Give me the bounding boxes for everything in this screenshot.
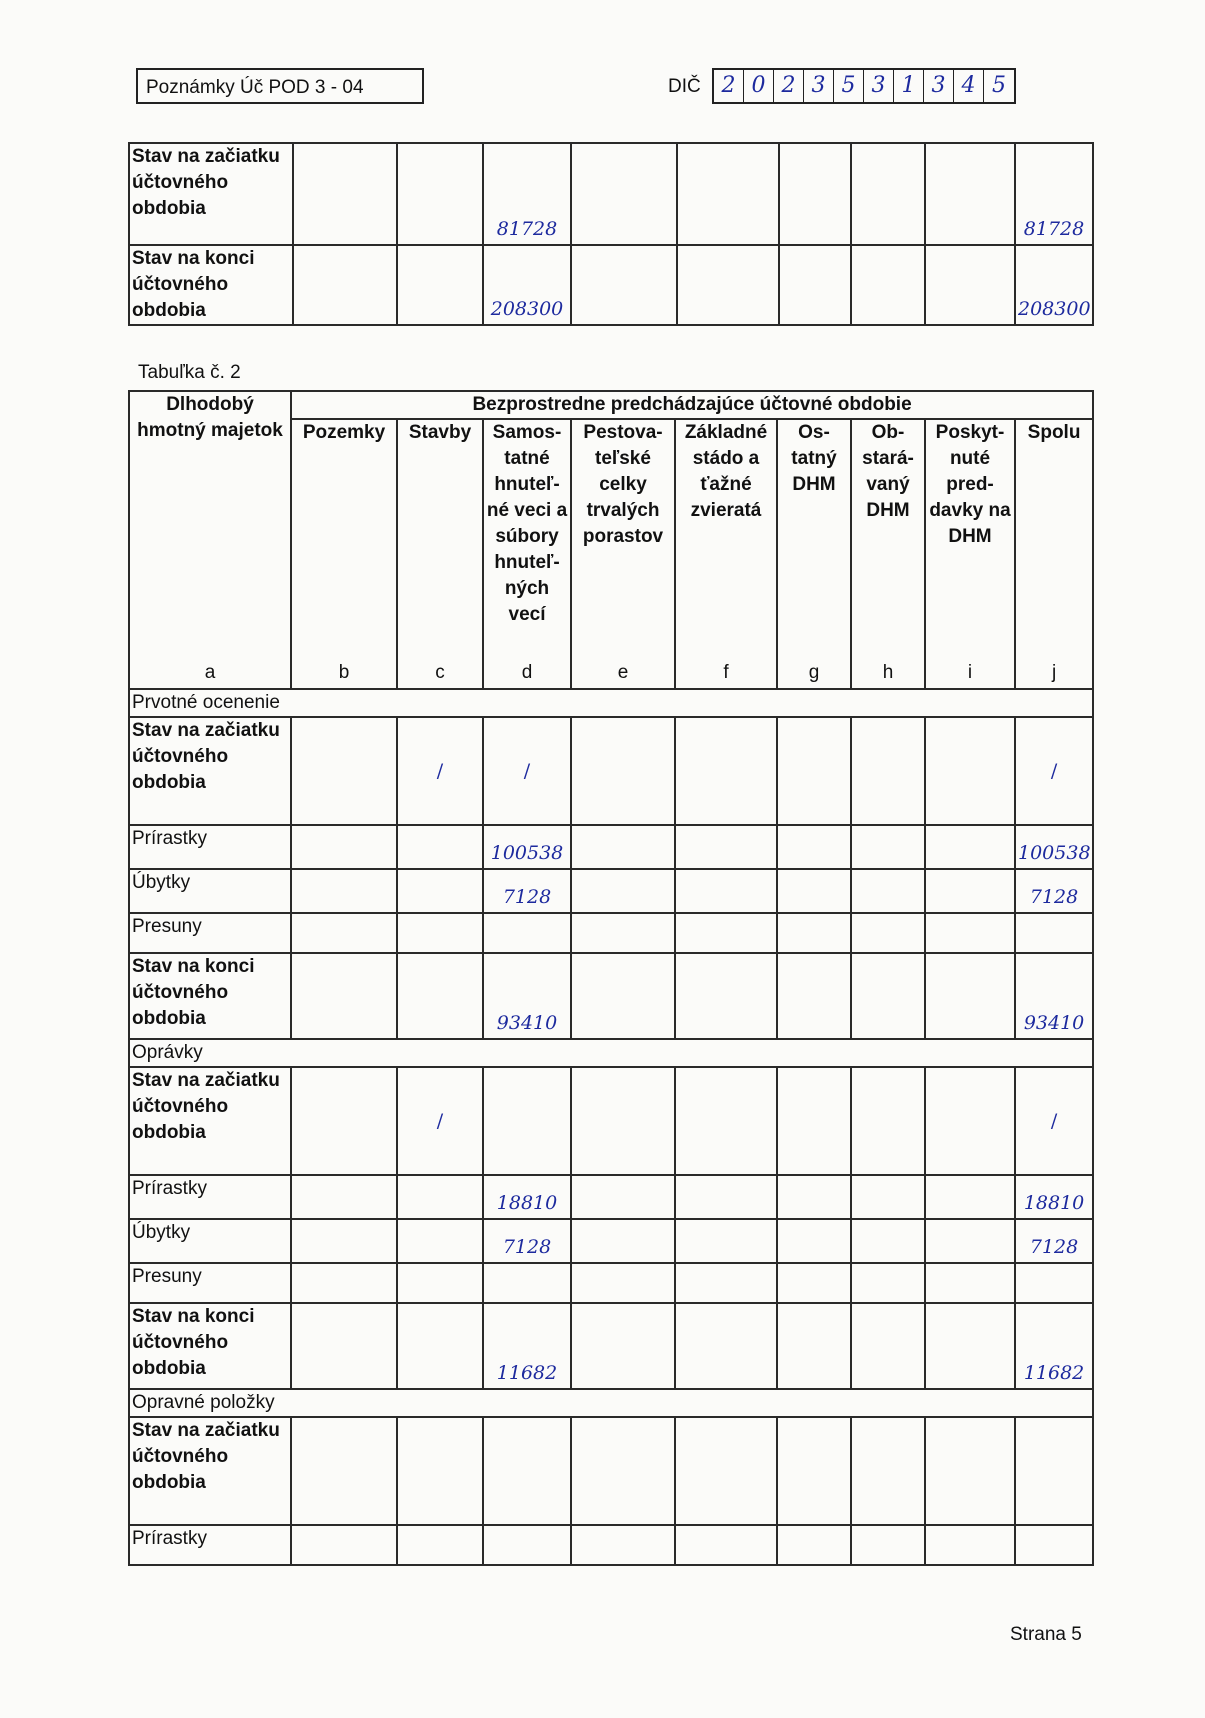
value-cell (925, 953, 1015, 1039)
row-label: Prírastky (129, 1175, 291, 1219)
section-title: Oprávky (129, 1039, 1093, 1067)
column-header-d (483, 419, 571, 689)
value-cell (397, 1219, 483, 1263)
column-header-f (675, 419, 777, 689)
value-cell (851, 869, 925, 913)
value-cell (779, 143, 851, 245)
value-cell (291, 717, 397, 825)
handwritten-value: 93410 (483, 953, 571, 1039)
value-cell (1015, 913, 1093, 953)
value-cell (571, 1175, 675, 1219)
dash-mark: / (483, 717, 571, 825)
value-cell (925, 1067, 1015, 1175)
dic-label: DIČ (668, 76, 701, 97)
handwritten-value: 11682 (1015, 1303, 1093, 1389)
table-row (129, 1175, 1093, 1219)
column-letter: e (617, 662, 629, 683)
dic-boxes (712, 68, 1016, 104)
value-cell (851, 1525, 925, 1565)
handwritten-value: 7128 (1015, 1219, 1093, 1263)
dic-digit-box: 2 (774, 70, 804, 102)
value-cell (677, 143, 779, 245)
value-cell (851, 953, 925, 1039)
column-letter: j (1051, 662, 1057, 683)
value-cell (291, 1303, 397, 1389)
dic-digit-box: 0 (744, 70, 774, 102)
column-letter: f (723, 662, 729, 683)
column-header-label: Os-tatný DHM (791, 422, 837, 495)
value-cell (675, 913, 777, 953)
handwritten-value: 81728 (483, 143, 571, 245)
value-cell (397, 869, 483, 913)
value-cell (777, 825, 851, 869)
value-cell (925, 913, 1015, 953)
value-cell (397, 1417, 483, 1525)
value-cell (571, 1303, 675, 1389)
column-header-label: Pestova-teľské celky trvalých porastov (582, 422, 664, 547)
column-header-j (1015, 419, 1093, 689)
table-row (129, 913, 1093, 953)
value-cell (675, 953, 777, 1039)
column-header-label: Dlhodobý hmotný majetok (137, 394, 283, 441)
value-cell (397, 245, 483, 325)
row-label: Stav na začiatku účtovného obdobia (129, 1417, 291, 1525)
column-header-label: Ob-stará-vaný DHM (862, 422, 914, 521)
value-cell (291, 953, 397, 1039)
value-cell (925, 1263, 1015, 1303)
column-header-a (129, 391, 291, 689)
value-cell (851, 245, 925, 325)
value-cell (291, 1175, 397, 1219)
row-label: Stav na konci účtovného obdobia (129, 245, 293, 325)
dic-digit-box: 1 (894, 70, 924, 102)
value-cell (291, 1417, 397, 1525)
value-cell (777, 717, 851, 825)
row-label: Stav na začiatku účtovného obdobia (129, 143, 293, 245)
column-header-label: Poskyt-nuté pred-davky na DHM (929, 422, 1011, 547)
table2 (128, 390, 1094, 1566)
handwritten-value: 93410 (1015, 953, 1093, 1039)
value-cell (925, 1175, 1015, 1219)
value-cell (777, 869, 851, 913)
dash-mark: / (397, 717, 483, 825)
table-row (129, 1263, 1093, 1303)
dic-digit-box: 5 (834, 70, 864, 102)
column-header-e (571, 419, 675, 689)
handwritten-value: 208300 (483, 245, 571, 325)
column-header-label: Stavby (408, 422, 472, 443)
header-row (129, 391, 1093, 419)
value-cell (925, 1525, 1015, 1565)
value-cell (851, 1417, 925, 1525)
row-label: Stav na konci účtovného obdobia (129, 1303, 291, 1389)
value-cell (571, 825, 675, 869)
value-cell (571, 1525, 675, 1565)
table1 (128, 142, 1094, 326)
handwritten-value: 208300 (1015, 245, 1093, 325)
dic-digit-box: 2 (714, 70, 744, 102)
handwritten-value: 7128 (483, 869, 571, 913)
column-letter: b (338, 662, 350, 683)
page-number: Strana 5 (1010, 1624, 1082, 1645)
value-cell (777, 1175, 851, 1219)
value-cell (571, 1219, 675, 1263)
handwritten-value: 100538 (1015, 825, 1093, 869)
dash-mark: / (397, 1067, 483, 1175)
dic-digit-box: 3 (804, 70, 834, 102)
value-cell (675, 1417, 777, 1525)
table-row (129, 1219, 1093, 1263)
value-cell (925, 1417, 1015, 1525)
value-cell (571, 953, 675, 1039)
dic-digit-box: 3 (864, 70, 894, 102)
table-row (129, 1525, 1093, 1565)
value-cell (675, 825, 777, 869)
column-letter: h (882, 662, 894, 683)
table-row (129, 953, 1093, 1039)
handwritten-value: 18810 (483, 1175, 571, 1219)
value-cell (925, 869, 1015, 913)
value-cell (571, 913, 675, 953)
value-cell (397, 1525, 483, 1565)
value-cell (925, 1219, 1015, 1263)
value-cell (397, 1303, 483, 1389)
value-cell (397, 913, 483, 953)
value-cell (483, 1417, 571, 1525)
value-cell (925, 825, 1015, 869)
value-cell (291, 913, 397, 953)
section-title: Opravné položky (129, 1389, 1093, 1417)
value-cell (851, 1263, 925, 1303)
handwritten-value: 11682 (483, 1303, 571, 1389)
value-cell (777, 1067, 851, 1175)
value-cell (675, 1175, 777, 1219)
value-cell (483, 1263, 571, 1303)
table-row (129, 717, 1093, 825)
table-row (129, 245, 1093, 325)
column-header-h (851, 419, 925, 689)
value-cell (397, 1175, 483, 1219)
table-row (129, 825, 1093, 869)
section-row (129, 689, 1093, 717)
value-cell (675, 1263, 777, 1303)
value-cell (571, 1417, 675, 1525)
row-label: Prírastky (129, 1525, 291, 1565)
value-cell (397, 1263, 483, 1303)
column-header-label: Spolu (1027, 422, 1081, 443)
value-cell (851, 913, 925, 953)
value-cell (571, 717, 675, 825)
column-header-i (925, 419, 1015, 689)
row-label: Presuny (129, 1263, 291, 1303)
dash-mark: / (1015, 1067, 1093, 1175)
value-cell (675, 1219, 777, 1263)
value-cell (291, 869, 397, 913)
table-row (129, 1067, 1093, 1175)
table-row (129, 143, 1093, 245)
value-cell (571, 1067, 675, 1175)
row-label: Stav na konci účtovného obdobia (129, 953, 291, 1039)
row-label: Stav na začiatku účtovného obdobia (129, 717, 291, 825)
value-cell (851, 143, 925, 245)
column-letter: c (435, 662, 445, 683)
column-header-c (397, 419, 483, 689)
value-cell (397, 825, 483, 869)
value-cell (571, 245, 677, 325)
column-header-label: Pozemky (302, 422, 386, 443)
value-cell (851, 717, 925, 825)
value-cell (851, 1219, 925, 1263)
column-letter: d (521, 662, 533, 683)
row-label: Úbytky (129, 869, 291, 913)
value-cell (483, 913, 571, 953)
column-letter: a (204, 662, 216, 683)
value-cell (925, 1303, 1015, 1389)
handwritten-value: 81728 (1015, 143, 1093, 245)
table-row (129, 869, 1093, 913)
column-header-label: Základné stádo a ťažné zvieratá (684, 422, 768, 521)
value-cell (1015, 1417, 1093, 1525)
value-cell (777, 1303, 851, 1389)
value-cell (291, 825, 397, 869)
row-label: Prírastky (129, 825, 291, 869)
column-header-b (291, 419, 397, 689)
row-label: Stav na začiatku účtovného obdobia (129, 1067, 291, 1175)
handwritten-value: 7128 (483, 1219, 571, 1263)
value-cell (675, 1067, 777, 1175)
value-cell (677, 245, 779, 325)
dic-digit-box: 5 (992, 73, 1006, 98)
form-id: Poznámky Úč POD 3 - 04 (136, 68, 424, 104)
value-cell (779, 245, 851, 325)
value-cell (397, 953, 483, 1039)
dash-mark: / (1015, 717, 1093, 825)
value-cell (851, 825, 925, 869)
value-cell (777, 1525, 851, 1565)
value-cell (675, 717, 777, 825)
value-cell (571, 143, 677, 245)
dic-digit-box: 3 (924, 70, 954, 102)
value-cell (925, 245, 1015, 325)
value-cell (851, 1175, 925, 1219)
handwritten-value: 18810 (1015, 1175, 1093, 1219)
section-title: Prvotné ocenenie (129, 689, 1093, 717)
period-header: Bezprostredne predchádzajúce účtovné obdobie (291, 391, 1093, 419)
row-label: Presuny (129, 913, 291, 953)
row-label: Úbytky (129, 1219, 291, 1263)
value-cell (777, 1417, 851, 1525)
value-cell (675, 1303, 777, 1389)
value-cell (571, 869, 675, 913)
handwritten-value: 100538 (483, 825, 571, 869)
value-cell (675, 869, 777, 913)
value-cell (293, 245, 397, 325)
column-header-g (777, 419, 851, 689)
handwritten-value: 7128 (1015, 869, 1093, 913)
table2-caption: Tabuľka č. 2 (138, 362, 241, 383)
table-row (129, 1303, 1093, 1389)
dic-digit-box: 4 (954, 70, 984, 102)
value-cell (777, 913, 851, 953)
value-cell (777, 1263, 851, 1303)
value-cell (397, 143, 483, 245)
value-cell (675, 1525, 777, 1565)
table-row (129, 1417, 1093, 1525)
value-cell (1015, 1525, 1093, 1565)
value-cell (777, 1219, 851, 1263)
section-row (129, 1039, 1093, 1067)
value-cell (925, 717, 1015, 825)
value-cell (777, 953, 851, 1039)
value-cell (851, 1067, 925, 1175)
value-cell (851, 1303, 925, 1389)
value-cell (571, 1263, 675, 1303)
value-cell (293, 143, 397, 245)
value-cell (291, 1067, 397, 1175)
value-cell (483, 1067, 571, 1175)
value-cell (291, 1219, 397, 1263)
column-letter: i (967, 662, 973, 683)
value-cell (291, 1525, 397, 1565)
column-header-label: Samos-tatné hnuteľ-né veci a súbory hnuteľ-ných vecí (486, 422, 568, 625)
value-cell (925, 143, 1015, 245)
value-cell (483, 1525, 571, 1565)
section-row (129, 1389, 1093, 1417)
value-cell (1015, 1263, 1093, 1303)
column-letter: g (808, 662, 820, 683)
value-cell (291, 1263, 397, 1303)
